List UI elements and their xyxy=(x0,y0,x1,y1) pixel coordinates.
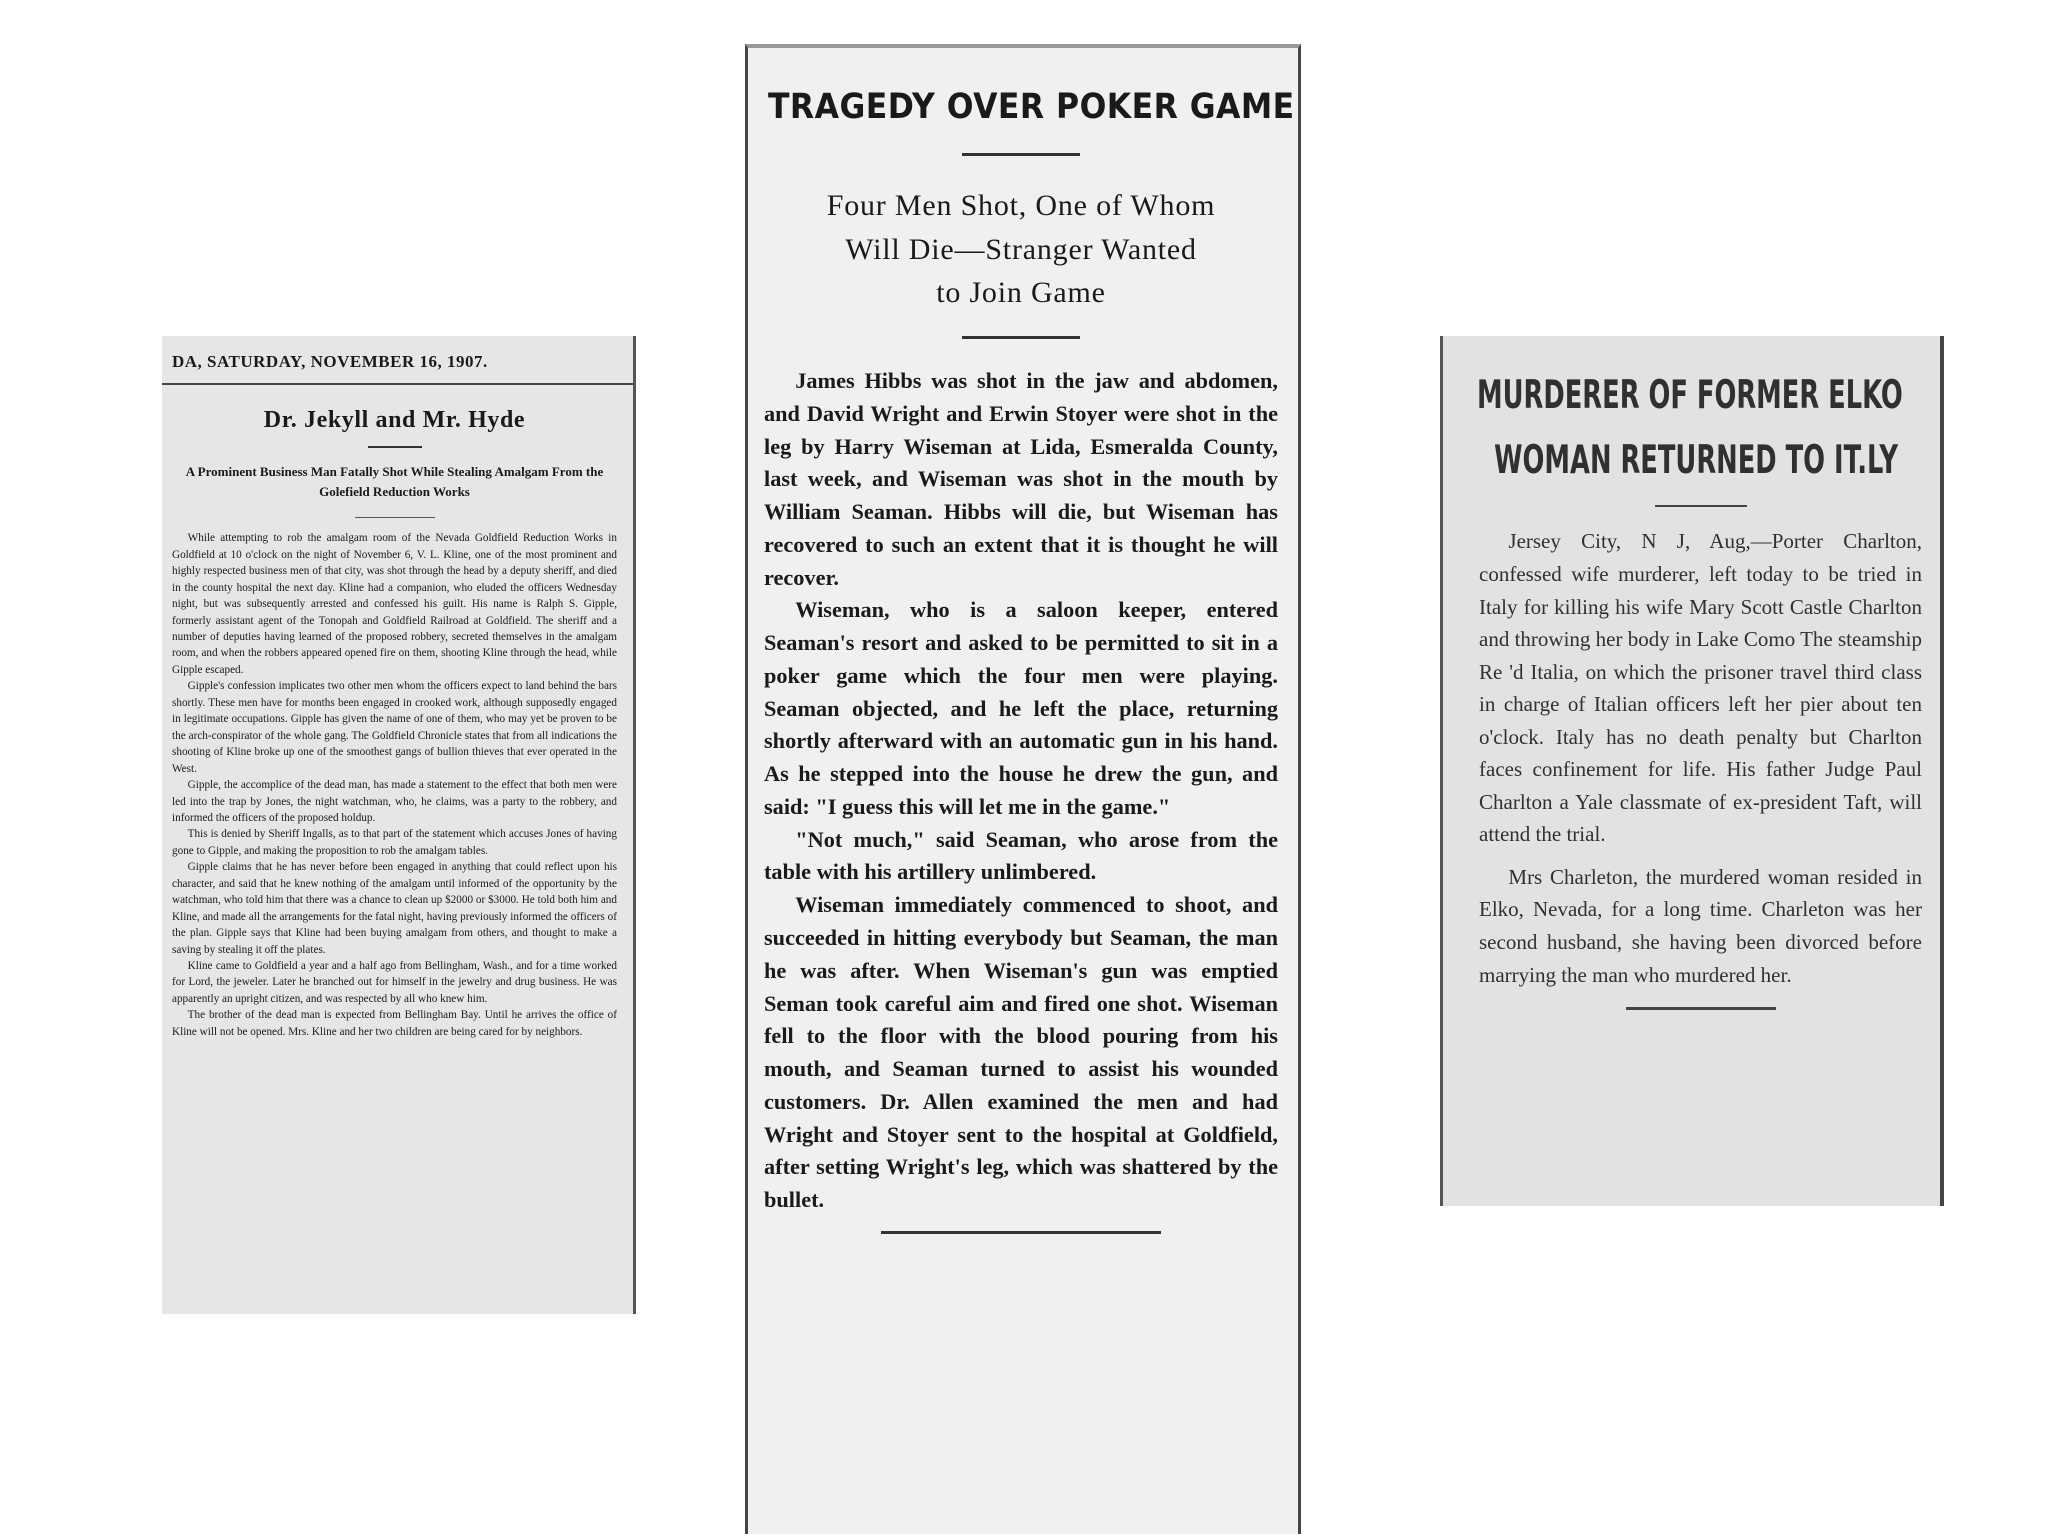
dateline: DA, SATURDAY, NOVEMBER 16, 1907. xyxy=(162,348,633,385)
article-paragraph: Jersey City, N J, Aug,—Porter Charlton, confessed wife murderer, left today to be tried in Italy for killing his wife Mary Scott Castle Charlton and throwing her body in Lake Como The steamship Re 'd Italia, on which the prisoner travel third class in charge of Italian officers left her pier about ten o'clock. Italy has no death penalty but Charlton faces confinement for life. His father Judge Paul Charlton a Yale classmate of ex-president Taft, will attend the trial. xyxy=(1479,529,1922,847)
end-rule xyxy=(881,1231,1161,1234)
subheadline: A Prominent Business Man Fatally Shot While Stealing Amalgam From the Golefield Reduction Works xyxy=(185,464,604,499)
article-paragraph: While attempting to rob the amalgam room of the Nevada Goldfield Reduction Works in Goldfield at 10 o'clock on the night of November 6, V. L. Kline, one of the most prominent and highly respected business men of that city, was shot through the head by a deputy sheriff, and died in the county hospital the next day. Kline had a companion, who eluded the officers Wednesday night, but was subsequently arrested and confessed his guilt. His name is Ralph S. Gipple, formerly assistant agent of the Tonopah and Goldfield Railroad at Goldfield. The sheriff and a number of deputies having learned of the proposed robbery, secreted themselves in the amalgam room, and when the robbers appeared opened fire on them, shooting Kline through the head, while Gipple escaped. xyxy=(172,532,617,676)
article-paragraph: James Hibbs was shot in the jaw and abdomen, and David Wright and Erwin Stoyer were shot in the leg by Harry Wiseman at Lida, Esmeralda County, last week, and Wiseman was shot in the mouth by William Seaman. Hibbs will die, but Wiseman has recovered to such an extent that it is thought he will recover. xyxy=(764,368,1278,590)
article-paragraph: Wiseman, who is a saloon keeper, entered Seaman's resort and asked to be permitted to sit in a poker game which the four men were playing. Seaman objected, and he left the place, returning shortly afterward with an automatic gun in his hand. As he stepped into the house he drew the gun, and said: "I guess this will let me in the game." xyxy=(764,597,1278,819)
article-paragraph: Gipple's confession implicates two other men whom the officers expect to land behind the bars shortly. These men have for months been engaged in crooked work, although supposedly engaged in legitimate occupations. Gipple has given the name of one of them, who may yet be proven to be the arch-conspirator of the whole gang. The Goldfield Chronicle states that from all indications the shooting of Kline broke up one of the smoothest gangs of bullion thieves that ever operated in the West. xyxy=(172,680,617,775)
subheadline-rule xyxy=(962,336,1080,339)
article-paragraph: Wiseman immediately commenced to shoot, and succeeded in hitting everybody but Seaman, the man he was after. When Wiseman's gun was emptied Seman took careful aim and fired one shot. Wiseman fell to the floor with the blood pouring from his mouth, and Seaman turned to assist his wounded customers. Dr. Allen examined the men and had Wright and Stoyer sent to the hospital at Goldfield, after setting Wright's leg, which was shattered by the bullet. xyxy=(764,892,1278,1213)
subheadline-line: Four Men Shot, One of Whom xyxy=(826,189,1216,223)
headline: TRAGEDY OVER POKER GAME xyxy=(768,87,1295,127)
headline-line: MURDERER OF FORMER ELKO xyxy=(1477,373,1903,418)
article-paragraph: "Not much," said Seaman, who arose from the table with his artillery unlimbered. xyxy=(764,826,1278,885)
article-paragraph: Mrs Charleton, the murdered woman resided in Elko, Nevada, for a long time. Charleton was her second husband, she having been divorced before marrying the man who murdered her. xyxy=(1479,864,1922,987)
end-rule xyxy=(1626,1007,1776,1010)
subheadline-line: to Join Game xyxy=(936,275,1106,309)
headline-rule xyxy=(1655,505,1747,507)
article-paragraph: Gipple, the accomplice of the dead man, has made a statement to the effect that both men were led into the trap by Jones, the night watchman, who, he claims, was a party to the robbery, and informed the officers of the proposed holdup. xyxy=(172,779,617,824)
headline xyxy=(1477,364,1918,493)
headline-line: WOMAN RETURNED TO IT.LY xyxy=(1494,437,1899,483)
subheadline-rule xyxy=(355,517,435,518)
article-paragraph: Gipple claims that he has never before been engaged in anything that could reflect upon his character, and said that he knew nothing of the amalgam until informed of the opportunity by the watchman, who told him that there was a chance to clean up $2000 or $3000. He told both him and Kline, and made all the arrangements for the fatal night, having previously informed the officers of the plan. Gipple says that Kline had been buying amalgam from others, and thought to make a saving by stealing it off the plates. xyxy=(172,861,617,956)
article-paragraph: The brother of the dead man is expected from Bellingham Bay. Until he arrives the office of Kline will not be opened. Mrs. Kline and her two children are being cared for by neighbors. xyxy=(172,1009,617,1038)
subheadline xyxy=(764,184,1278,314)
subheadline-line: Will Die—Stranger Wanted xyxy=(845,232,1197,266)
article-paragraph: Kline came to Goldfield a year and a half ago from Bellingham, Wash., and for a time worked for Lord, the jeweler. Later he branched out for himself in the jewelry and drug business. He was apparently an upright citizen, and was respected by all who knew him. xyxy=(172,960,617,1005)
headline-rule xyxy=(962,153,1080,156)
clipping-poker-tragedy xyxy=(745,44,1301,1534)
clipping-jekyll-hyde xyxy=(162,336,636,1314)
clipping-elko-murderer xyxy=(1440,336,1944,1206)
article-paragraph: This is denied by Sheriff Ingalls, as to that part of the statement which accuses Jones of having gone to Gipple, and making the proposition to rob the amalgam tables. xyxy=(172,828,617,857)
headline-rule xyxy=(368,446,422,448)
headline: Dr. Jekyll and Mr. Hyde xyxy=(263,406,526,433)
